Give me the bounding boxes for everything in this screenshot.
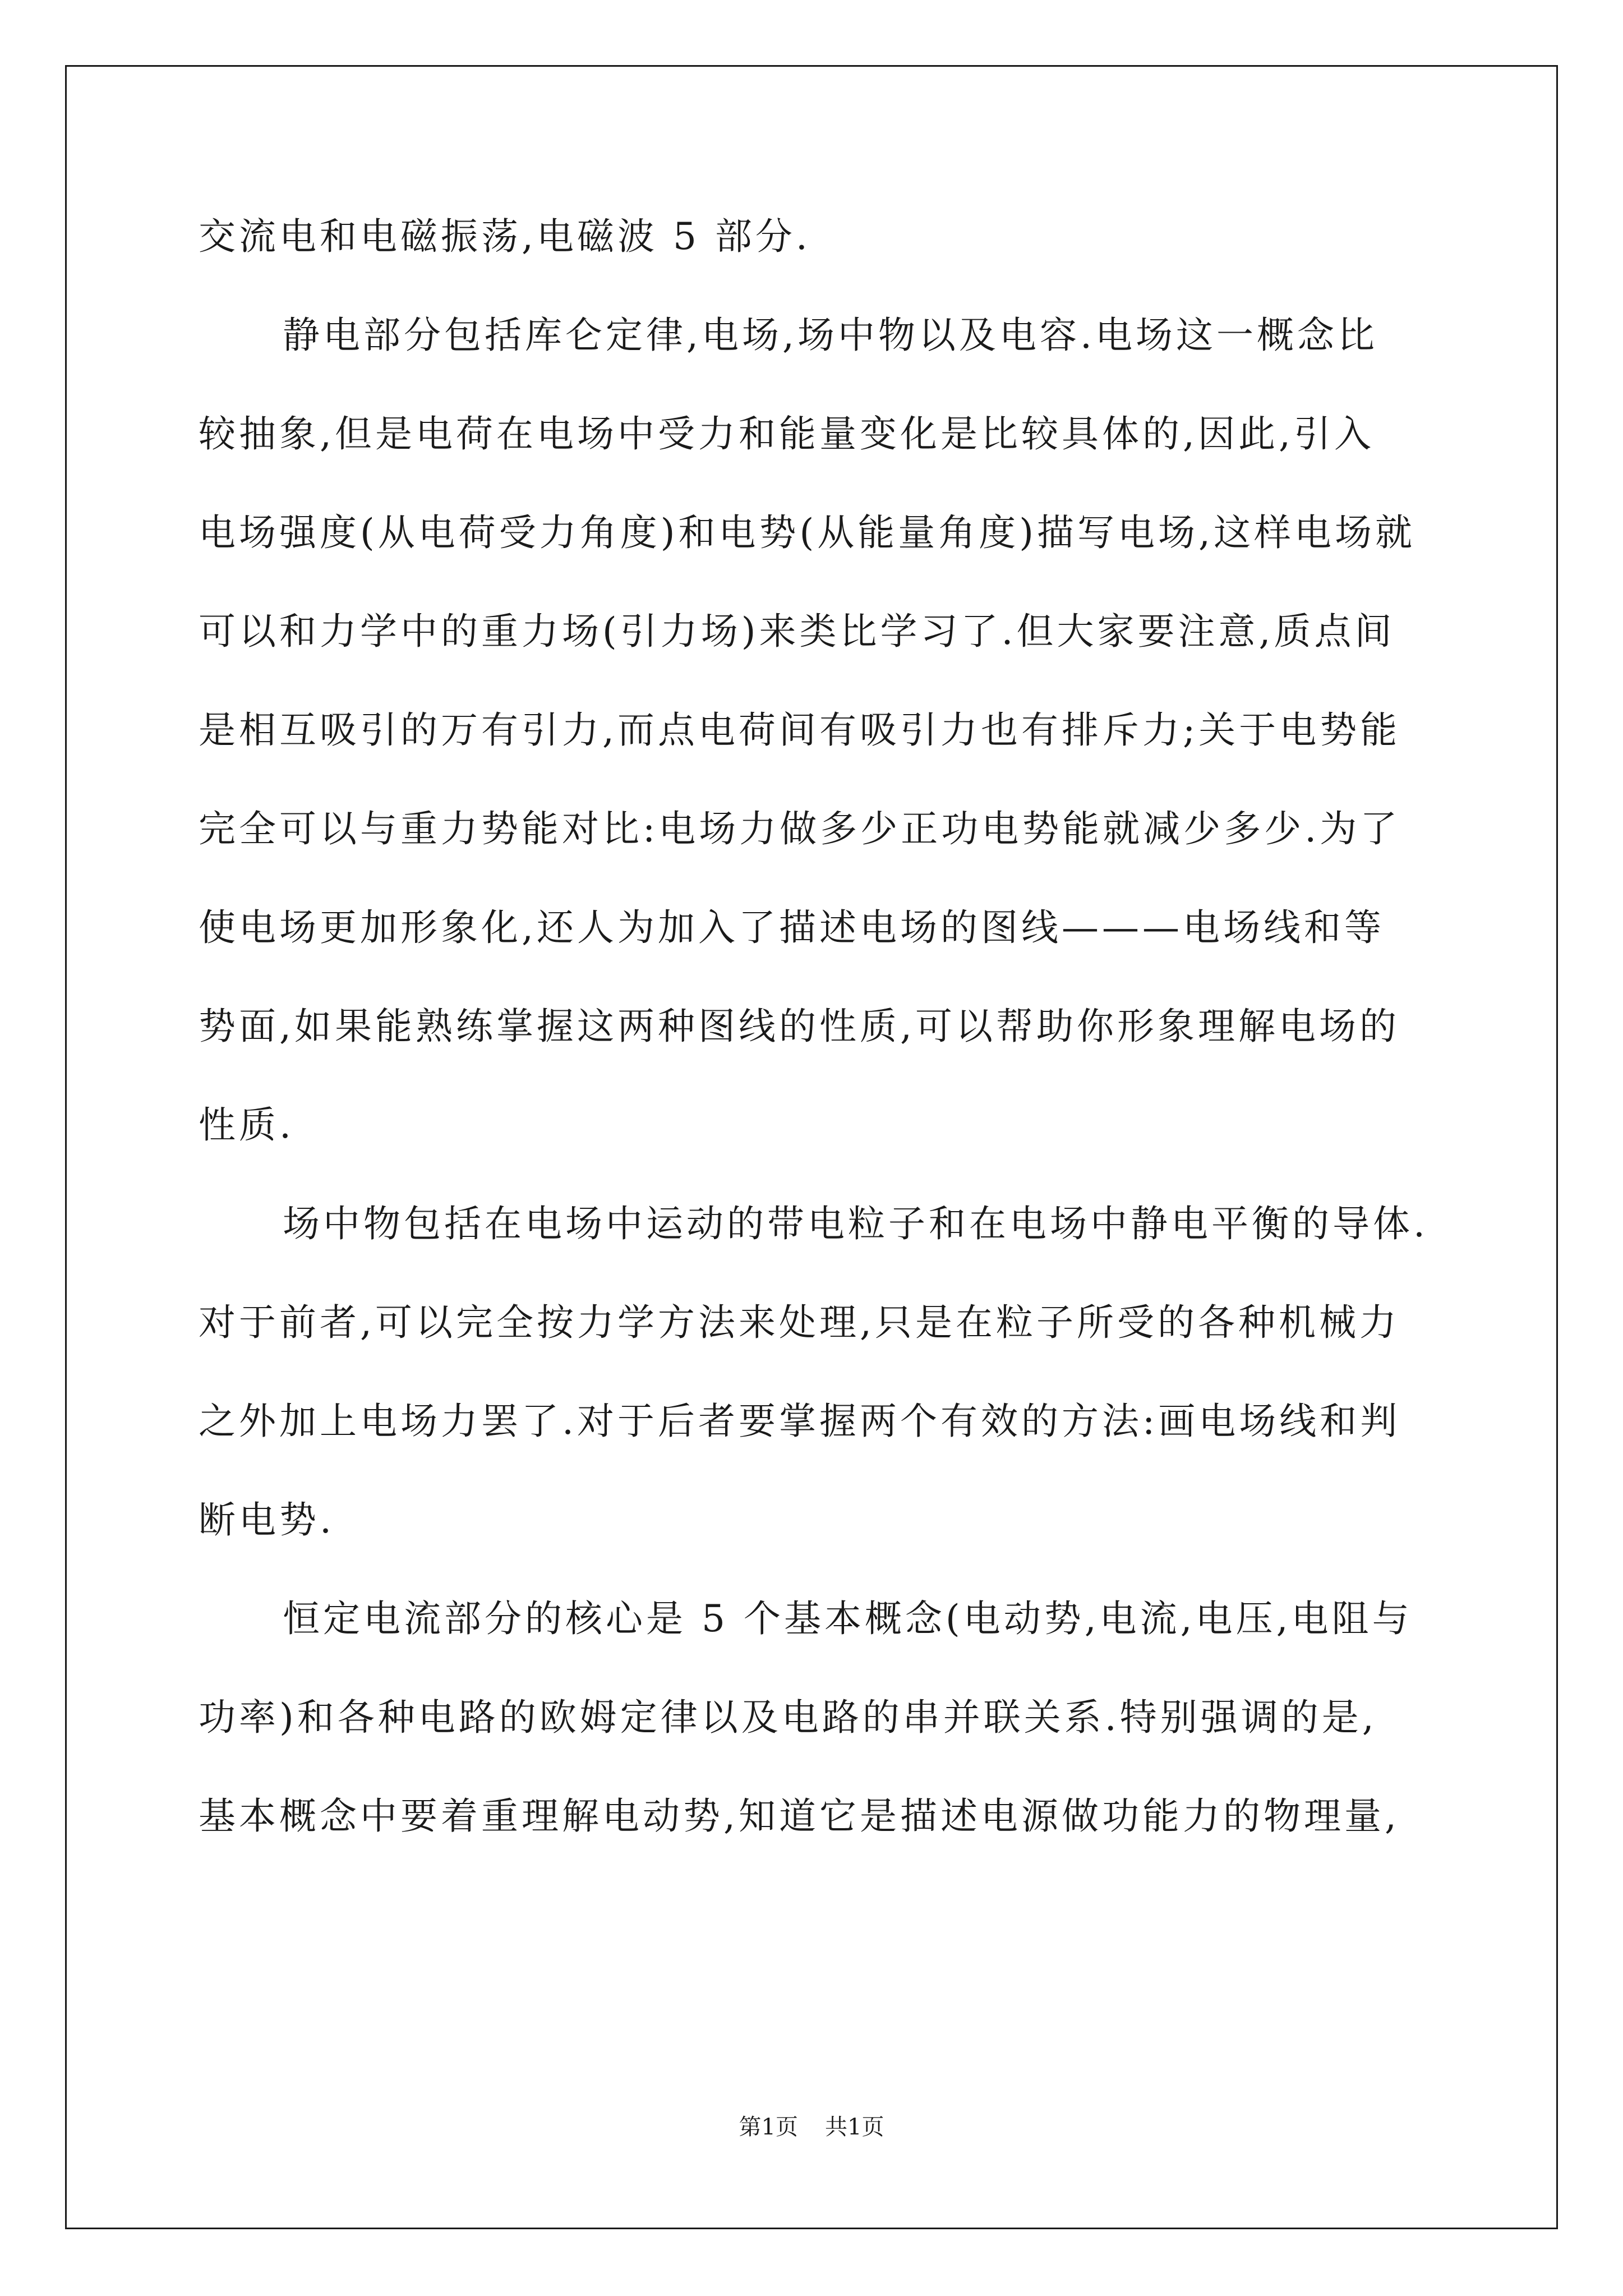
text-line: 功率)和各种电路的欧姆定律以及电路的串并联关系.特别强调的是, bbox=[199, 1696, 1377, 1739]
text-line: 是相互吸引的万有引力,而点电荷间有吸引力也有排斥力;关于电势能 bbox=[199, 708, 1401, 752]
text-line: 基本概念中要着重理解电动势,知道它是描述电源做功能力的物理量, bbox=[199, 1795, 1400, 1838]
text-line: 场中物包括在电场中运动的带电粒子和在电场中静电平衡的导体. bbox=[283, 1202, 1428, 1245]
text-line: 之外加上电场力罢了.对于后者要掌握两个有效的方法:画电场线和判 bbox=[199, 1400, 1401, 1443]
text-line: 静电部分包括库仑定律,电场,场中物以及电容.电场这一概念比 bbox=[283, 314, 1378, 357]
text-line: 可以和力学中的重力场(引力场)来类比学习了.但大家要注意,质点间 bbox=[199, 610, 1395, 653]
text-line: 完全可以与重力势能对比:电场力做多少正功电势能就减少多少.为了 bbox=[199, 807, 1401, 850]
text-line: 恒定电流部分的核心是 5 个基本概念(电动势,电流,电压,电阻与 bbox=[283, 1597, 1413, 1640]
page-total: 共1页 bbox=[825, 2114, 884, 2140]
text-line: 使电场更加形象化,还人为加入了描述电场的图线———电场线和等 bbox=[199, 906, 1385, 949]
text-line: 势面,如果能熟练掌握这两种图线的性质,可以帮助你形象理解电场的 bbox=[199, 1005, 1400, 1048]
text-line: 电场强度(从电荷受力角度)和电势(从能量角度)描写电场,这样电场就 bbox=[199, 511, 1415, 554]
page-footer bbox=[0, 2109, 1623, 2141]
text-line: 性质. bbox=[199, 1103, 294, 1147]
text-line: 断电势. bbox=[199, 1498, 335, 1542]
text-line: 对于前者,可以完全按力学方法来处理,只是在粒子所受的各种机械力 bbox=[199, 1301, 1400, 1344]
text-line: 较抽象,但是电荷在电场中受力和能量变化是比较具体的,因此,引入 bbox=[199, 412, 1375, 455]
page-number: 第1页 bbox=[739, 2114, 798, 2140]
text-line: 交流电和电磁振荡,电磁波 5 部分. bbox=[199, 215, 811, 258]
document-body bbox=[199, 209, 1432, 1887]
